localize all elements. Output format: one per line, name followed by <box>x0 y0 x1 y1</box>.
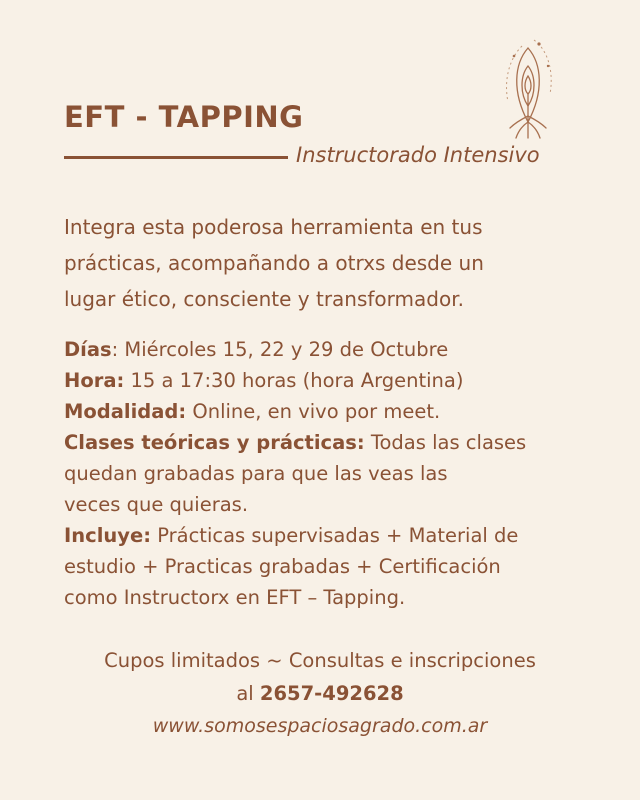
phone-row <box>0 677 640 710</box>
time-row <box>64 365 604 396</box>
time-label: Hora: <box>64 369 125 392</box>
intro-line: Integra esta poderosa herramienta en tus <box>64 215 483 239</box>
classes-row-continued: quedan grabadas para que las veas las <box>64 462 448 485</box>
spots-limited-text: Cupos limitados ~ Consultas e inscripciones <box>104 649 536 672</box>
modality-label: Modalidad: <box>64 400 187 423</box>
phone-number[interactable]: 2657-492628 <box>259 682 404 705</box>
page-title: EFT - TAPPING <box>64 100 304 134</box>
modality-value: Online, en vivo por meet. <box>186 400 441 423</box>
classes-label: Clases teóricas y prácticas: <box>64 431 365 454</box>
days-row <box>64 334 604 365</box>
course-details <box>64 334 604 613</box>
website-link[interactable]: www.somosespaciosagrado.com.ar <box>152 715 488 737</box>
includes-label: Incluye: <box>64 524 151 547</box>
includes-value: Prácticas supervisadas + Material de <box>151 524 519 547</box>
classes-value: Todas las clases <box>364 431 527 454</box>
includes-row-continued: estudio + Practicas grabadas + Certificación <box>64 555 501 578</box>
classes-row <box>64 427 604 458</box>
days-value: : Miércoles 15, 22 y 29 de Octubre <box>111 338 449 361</box>
feather-icon <box>498 36 558 142</box>
intro-line: prácticas, acompañando a otrxs desde un <box>64 251 484 275</box>
classes-row-continued: veces que quieras. <box>64 493 249 516</box>
intro-line: lugar ético, consciente y transformador. <box>64 287 464 311</box>
includes-row-continued: como Instructorx en EFT – Tapping. <box>64 586 406 609</box>
footer-contact <box>0 644 640 743</box>
modality-row <box>64 396 604 427</box>
includes-row <box>64 520 604 551</box>
title-underline <box>64 156 288 159</box>
phone-prefix: al <box>236 682 260 705</box>
days-label: Días <box>64 338 112 361</box>
intro-paragraph <box>64 209 604 317</box>
page-subtitle: Instructorado Intensivo <box>296 143 540 167</box>
time-value: 15 a 17:30 horas (hora Argentina) <box>124 369 464 392</box>
